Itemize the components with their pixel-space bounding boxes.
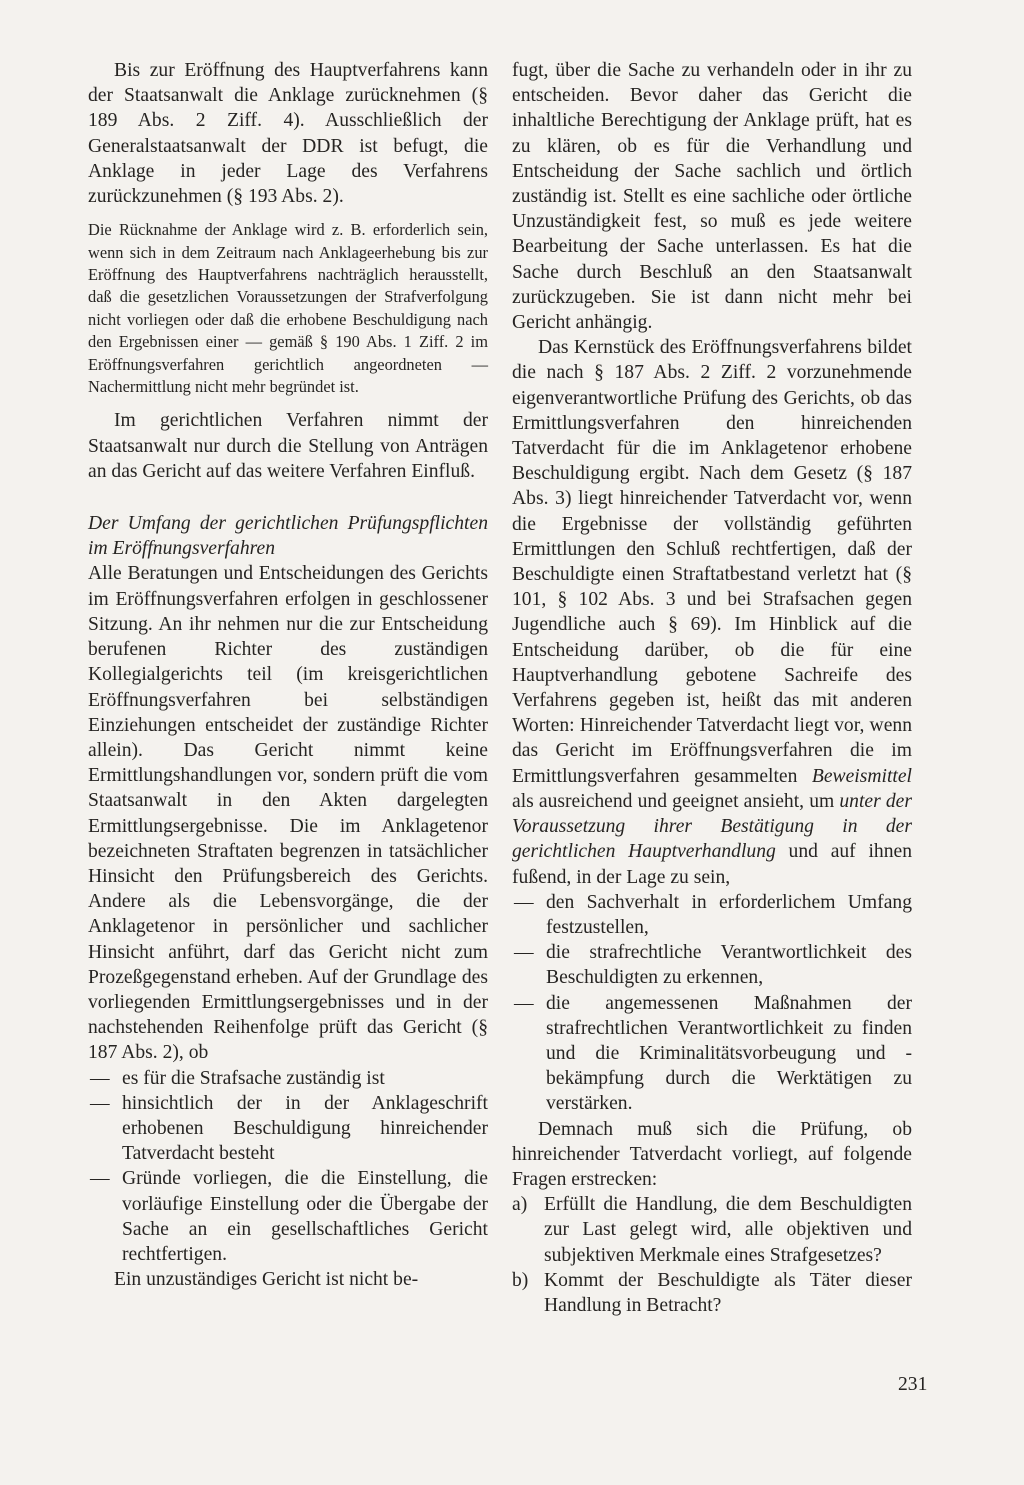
list-marker: — [90, 1092, 110, 1114]
note-text: Die Rücknahme der Anklage wird z. B. erforderlich sein, wenn sich in dem Zeitraum nach Anklageerhebung bis zur Eröffnung des Hauptverfahrens nachträglich herausstellt, daß die gesetzlichen Voraussetzungen der Strafverfolgung nicht vorliegen oder daß die erhobene Beschuldigung nach den Ergebnissen einer — gemäß § 190 Abs. 1 Ziff. 2 im Eröffnungsverfahren gerichtlich angeordneten — Nachermittlung nicht mehr begründet ist. [88, 220, 488, 397]
list-item [512, 1268, 912, 1318]
question-list [512, 1192, 912, 1318]
paragraph [512, 335, 912, 889]
emphasis-text: Beweismittel [811, 765, 912, 787]
dash-list [512, 890, 912, 1117]
paragraph: Demnach muß sich die Prüfung, ob hinreichender Tatverdacht vorliegt, auf folgende Fragen erstrecken: [512, 1118, 912, 1190]
list-item [88, 1166, 488, 1267]
list-item-text: hinsichtlich der in der Anklageschrift erhobenen Beschuldigung hinreichender Tatverdacht besteht [122, 1092, 488, 1165]
page-number: 231 [898, 1374, 928, 1395]
list-marker: — [90, 1067, 110, 1089]
list-item-text: es für die Strafsache zuständig ist [122, 1067, 385, 1089]
list-item [88, 1091, 488, 1167]
emphasis-text: unter der Voraussetzung ihrer Bestätigung in der gerichtlichen Hauptverhandlung [512, 790, 912, 863]
list-item [512, 991, 912, 1117]
list-item [512, 940, 912, 990]
section-heading: Der Umfang der gerichtlichen Prüfungspflichten im Eröffnungsverfahren [88, 513, 488, 560]
text-run: und auf ihnen fußend, in der Lage zu sein, [512, 841, 912, 888]
list-marker: a) [512, 1194, 528, 1216]
list-item-text: Gründe vorliegen, die die Einstellung, die vorläufige Einstellung oder die Übergabe der Sache an ein gesellschaftliches Gericht rechtfertigen. [122, 1168, 488, 1265]
list-item [88, 1066, 488, 1091]
list-marker: — [514, 942, 534, 964]
note-paragraph [88, 219, 488, 398]
list-item-text: den Sachverhalt in erforderlichem Umfang festzustellen, [546, 891, 912, 938]
list-item-text: die strafrechtliche Verantwortlichkeit des Beschuldigten zu erkennen, [546, 942, 912, 989]
list-item [512, 1192, 912, 1268]
list-marker: b) [512, 1269, 529, 1291]
paragraph: Bis zur Eröffnung des Hauptverfahrens kann der Staatsanwalt die Anklage zurücknehmen (§ 189 Abs. 2 Ziff. 4). Ausschließlich der Generalstaatsanwalt der DDR ist befugt, die Anklage in jeder Lage des Verfahrens zurückzunehmen (§ 193 Abs. 2). [88, 60, 488, 208]
list-marker: — [514, 992, 534, 1014]
list-item [512, 890, 912, 940]
list-marker: — [90, 1168, 110, 1190]
text-run: als ausreichend und geeignet ansieht, um [512, 790, 840, 812]
list-item-text: Erfüllt die Handlung, die dem Beschuldigten zur Last gelegt wird, alle objektiven und subjektiven Merkmale eines Strafgesetzes? [544, 1194, 912, 1266]
right-column [512, 58, 912, 1318]
text-run: Das Kernstück des Eröffnungsverfahrens bildet die nach § 187 Abs. 2 Ziff. 2 vorzunehmende eigenverantwortliche Prüfung des Gerichts, ob das Ermittlungsverfahren den hinreichenden Tatverdacht für die im Anklagetenor erhobene Beschuldigung ergibt. Nach dem Gesetz (§ 187 Abs. 3) liegt hinreichender Tatverdacht vor, wenn die Ergebnisse der vollständig geführten Ermittlungen den Schluß rechtfertigen, daß der Beschuldigte einen Straftatbestand verletzt hat (§ 101, § 102 Abs. 3 und bei Strafsachen gegen Jugendliche auch § 69). Im Hinblick auf die Entscheidung darüber, ob die für eine Hauptverhandlung gebotene Sachreife des Verfahrens gegeben ist, heißt das mit anderen Worten: Hinreichender Tatverdacht liegt vor, wenn das Gericht im Eröffnungsverfahren die im Ermittlungsverfahren gesammelten [512, 337, 912, 787]
list-marker: — [514, 891, 534, 913]
left-column [88, 58, 488, 1292]
paragraph: fugt, über die Sache zu verhandeln oder in ihr zu entscheiden. Bevor daher das Gericht die inhaltliche Berechtigung der Anklage prüft, hat es zu klären, ob es für die Verhandlung und Entscheidung der Sache sachlich und örtlich zuständig ist. Stellt es eine sachliche oder örtliche Unzuständigkeit fest, so muß es jede weitere Bearbeitung der Sache unterlassen. Es hat die Sache durch Beschluß an den Staatsanwalt zurückzugeben. Sie ist dann nicht mehr bei Gericht anhängig. [512, 60, 912, 334]
paragraph: Alle Beratungen und Entscheidungen des Gerichts im Eröffnungsverfahren erfolgen in geschlossener Sitzung. An ihr nehmen nur die zur Entscheidung berufenen Richter des zuständigen Kollegialgerichts teil (im kreisgerichtlichen Eröffnungsverfahren bei selbständigen Einziehungen entscheidet der zuständige Richter allein). Das Gericht nimmt keine Ermittlungshandlungen vor, sondern prüft die vom Staatsanwalt in den Akten dargelegten Ermittlungsergebnisse. Die im Anklagetenor bezeichneten Straftaten begrenzen in tatsächlicher Hinsicht den Prüfungsbereich des Gerichts. Andere als die Lebensvorgänge, die der Anklagetenor in persönlicher und sachlicher Hinsicht anführt, darf das Gericht nicht zum Prozeßgegenstand erheben. Auf der Grundlage des vorliegenden Ermittlungsergebnisses und in der nachstehenden Reihenfolge prüft das Gericht (§ 187 Abs. 2), ob [88, 563, 488, 1064]
paragraph: Im gerichtlichen Verfahren nimmt der Staatsanwalt nur durch die Stellung von Anträgen an das Gericht auf das weitere Verfahren Einfluß. [88, 410, 488, 482]
list-item-text: Kommt der Beschuldigte als Täter dieser Handlung in Betracht? [544, 1269, 912, 1316]
paragraph: Ein unzuständiges Gericht ist nicht be- [114, 1269, 419, 1291]
dash-list [88, 1066, 488, 1268]
list-item-text: die angemessenen Maßnahmen der strafrechtlichen Verantwortlichkeit zu finden und die Kriminalitätsvorbeugung und -bekämpfung durch die Werktätigen zu verstärken. [546, 992, 912, 1115]
